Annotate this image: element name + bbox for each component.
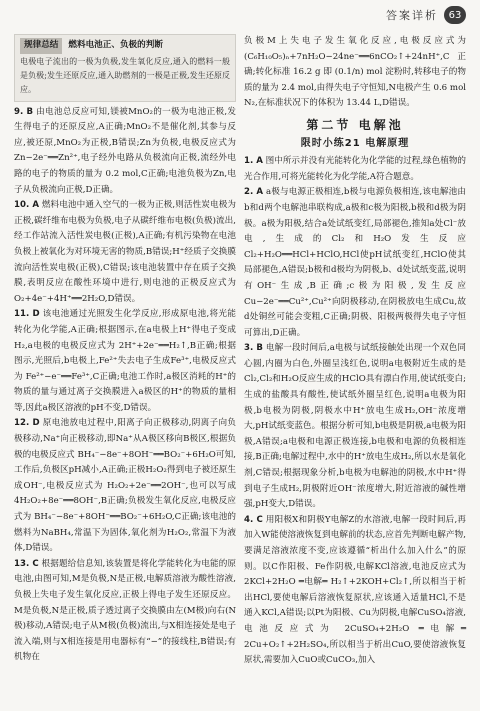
answer-text: 根据题给信息知,该装置是将化学能转化为电能的原电池,由图可知,M是负极,N是正极,电解质溶液为酸性溶液,负极上失电子发生氧化反应,正极上得电子发生还原反应。M是负极,N是正极,质子透过离子交换膜由左(M极)向右(N极)移动,A错误;电子从M极(负极)流出,与X相连接处是电子流入端,则与X相连接是用电器标有“−”的接线柱,B错误;有机物在 [14,558,237,663]
callout-tag: 规律总结 [20,38,62,54]
page-header [0,0,480,30]
callout-header [20,38,230,54]
answer-item [14,105,236,199]
answer-text: 由电池总反应可知,镁被MnO₂的一极为电池正极,发生得电子的还原反应,A正确;MnO₂不是催化剂,其参与反应,被还原,MnO₂为正极,B错误;Zn为负极,电极反应式为 Zn−2e⁻══Zn²⁺,电子经外电路从负极流向正极,流经外电路的电子的物质的量为 0.2 mol,C正确;电池负极为Zn,电子从负极流向正极,D正确。 [14,106,237,195]
answer-item [14,416,236,556]
section-subtitle: 限时小练21 电解原理 [300,137,410,149]
left-column [14,34,236,666]
continued-answer: 负极M上失电子发生氧化反应,电极反应式为 (C₆H₁₀O₅)ₙ+7nH₂O−24ne⁻══6nCO₂↑+24nH⁺,C正确;转化标准 16.2 g 即 (0.1/n) mol 淀粉时,转移电子的物质的量为 2.4 mol,由得失电子守恒知,N电极产生 0.6 mol N₂,在标准状况下的体积为 13.44 L,D错误。 [244,36,466,109]
answer-number: 13. C [14,558,39,569]
answer-number: 9. B [14,106,34,117]
answer-item [244,341,466,513]
answer-text: 图中所示并没有光能转化为化学能的过程,绿色植物的光合作用,可将光能转化为化学能,A符合题意。 [244,156,467,182]
answer-number: 3. B [244,343,263,354]
answer-text: 原电池放电过程中,阳离子向正极移动,阴离子向负极移动,Na⁺向正极移动,即Na⁺从A极区移向B极区,根据负极的电极反应式 BH₄⁻−8e⁻+8OH⁻══BO₂⁻+6H₂O可知,工作后,负极区pH减小,A正确;正极H₂O₂得到电子被还原生成OH⁻,电极反应式为 H₂O₂+2e⁻══2OH⁻,也可以写成 4H₂O₂+8e⁻══8OH⁻,B正确;负极发生氧化反应,电极反应式为 BH₄⁻−8e⁻+8OH⁻══BO₂⁻+6H₂O,C正确;该电池的燃料为NaBH₄,常温下为固体,氧化剂为H₂O₂,常温下为液体,D错误。 [14,418,237,554]
answer-number: 12. D [14,418,40,429]
answer-item [14,198,236,307]
answer-text: 用阳极X和阴极Y电解Z的水溶液,电解一段时间后,再加入W能使溶液恢复到电解前的状态,应首先判断电解产物,要满足溶液浓度不变,应该遵循“析出什么加入什么”的原则。以C作阳极、Fe作阴极,电解KCl溶液,电池反应式为 2KCl+2H₂O ═电解═ H₂↑+2KOH+Cl₂↑,所以相当于析出HCl,要使电解后溶液恢复原状,应该通入适量HCl,不是通入KCl,A错误;以Pt为阳极、Cu为阴极,电解CuSO₄溶液,电池反应式为 2CuSO₄+2H₂O ═电解═ 2Cu+O₂↑+2H₂SO₄,所以相当于析出CuO,要使溶液恢复原状,需要加入CuO或CuCO₃,加入 [244,514,466,666]
answer-item [244,513,466,669]
answer-text: 该电池通过光照发生化学反应,形成原电池,将光能转化为化学能,A正确;根据图示,在a电极上H⁺得电子变成H₂,a电极的电极反应式为 2H⁺+2e⁻══H₂↑,B正确;根据图示,光照后,b电极上,Fe²⁺失去电子生成Fe³⁺,电极反应式为 Fe²⁺−e⁻══Fe³⁺,C正确;电池工作时,a极区消耗的H⁺的物质的量与通过离子交换膜进入a极区的H⁺的物质的量相等,因此a极区溶液的pH不变,D错误。 [14,309,237,413]
page-number: 63 [444,6,466,24]
answer-number: 11. D [14,309,40,320]
summary-callout [14,34,236,102]
answer-number: 4. C [244,514,263,525]
header-title: 答案详析 [386,9,438,22]
answer-text: a极与电源正极相连,b极与电源负极相连,该电解池由b和d两个电解池串联构成,a极和c极为阳极,b极和d极为阴极。a极为阳极,结合a处试纸变红,局部褪色,推知a处Cl⁻放电,生成的Cl₂和H₂O发生反应 Cl₂+H₂O══HCl+HClO,HCl使pH试纸变红,HClO使其局部褪色,A错误;b极和d极均为阴极,b、d处试纸变蓝,说明有OH⁻生成,B正确;c极为阳极,发生反应 Cu−2e⁻══Cu²⁺,Cu²⁺向阴极移动,在阴极放电生成Cu,故d处铜丝可能会变粗,C正确;阴极、阳极两极得失电子守恒可算出,D正确。 [244,187,467,338]
answer-item [244,154,466,185]
answer-number: 2. A [244,187,264,198]
callout-body: 电极电子流出的一极为负极,发生氧化反应,通入的燃料一般是负极;发生还原反应,通入助燃剂的一极是正极,发生还原反应。 [20,56,230,94]
answer-number: 10. A [14,200,39,211]
answer-item [14,557,236,666]
right-column [244,34,466,669]
answer-item [14,307,236,416]
answer-item [244,185,466,341]
answer-text: 电解一段时间后,a电极与试纸接触处出现一个双色同心圆,内圈为白色,外圈呈浅红色,说明a电极附近生成的是Cl₂,Cl₂和H₂O反应生成的HClO具有漂白作用,使试纸变白;生成的盐酸具有酸性,使试纸外圈呈红色,说明a电极为阳极,b电极为阴极,阴极水中H⁺放电生成H₂,OH⁻浓度增大,pH试纸变蓝色。根据分析可知,b电极是阴极,a电极为阳极,A错误;a电极和电源正极连接,b电极和电源的负极相连接,B正确;电解过程中,水中的H⁺放电生成H₂,所以水是氧化剂,C错误;根据现象分析,b电极为电解池的阴极,水中H⁺得到电子生成H₂,阴极附近OH⁻浓度增大,附近溶液的碱性增强,pH变大,D错误。 [244,343,466,510]
answer-number: 1. A [244,156,263,167]
answer-text: 燃料电池中通入空气的一极为正极,则活性炭电极为正极,碳纤维布电极为负极,电子从碳纤维布电极(负极)流出,经工作站流入活性炭电极(正极),A正确;有机污染物在电池负极上被氧化为对环境无害的物质,B错误;H⁺经质子交换膜流向活性炭电极(正极),C错误;该电池装置中存在质子交换膜,表明反应在酸性环境中进行,则电池的正极反应式为 O₂+4e⁻+4H⁺══2H₂O,D错误。 [14,200,237,304]
section-title: 第二节 电解池 [306,117,404,132]
callout-title: 燃料电池正、负极的判断 [68,40,163,50]
